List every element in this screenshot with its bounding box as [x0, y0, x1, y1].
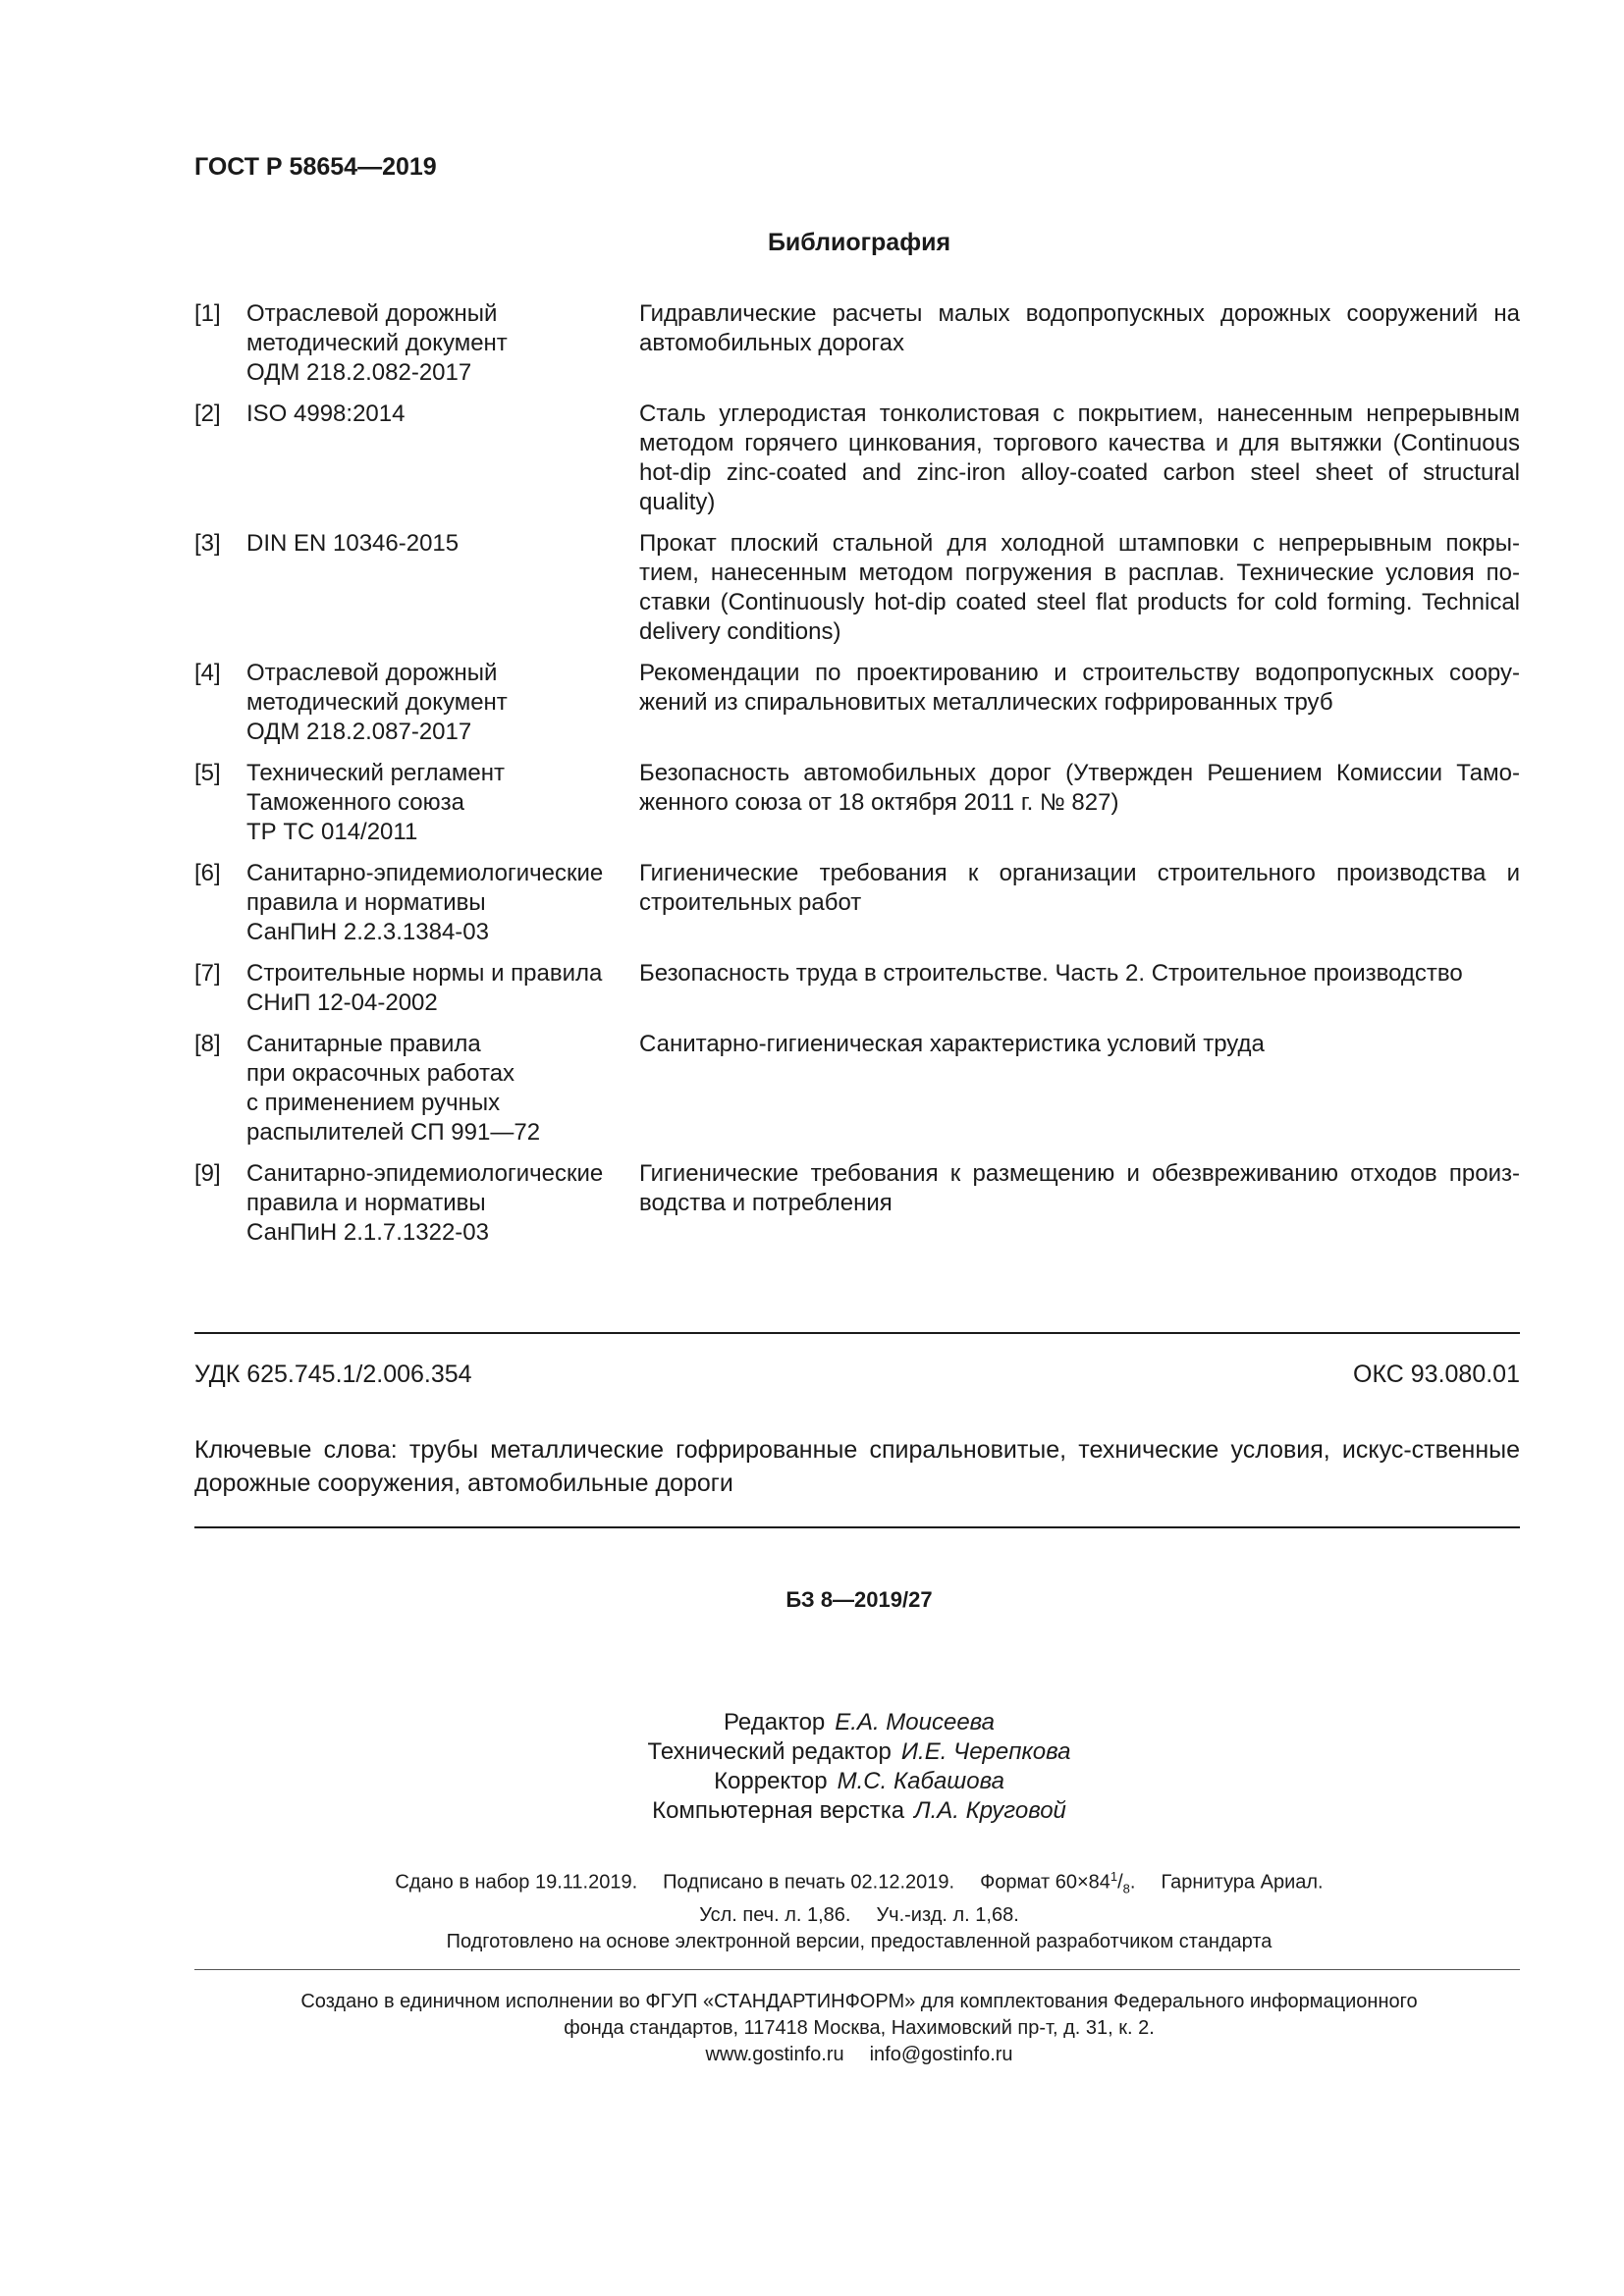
imprint-line: Подготовлено на основе электронной версии, предоставленной разработчиком стандарта: [446, 1930, 1272, 1952]
website-link[interactable]: www.gostinfo.ru: [705, 2044, 844, 2065]
entry-number: [2]: [194, 400, 221, 427]
entry-number: [4]: [194, 660, 221, 686]
entry-source: Санитарные правила при окрасочных работах с применением ручных распылителей СП 991—72: [246, 1031, 541, 1146]
udk-code: УДК 625.745.1/2.006.354: [194, 1361, 472, 1388]
entry-number: [7]: [194, 960, 221, 987]
entry-title: Безопасность труда в строительстве. Часть 2. Строительное производство: [639, 960, 1463, 987]
entry-source: Отраслевой дорожный методический документ ОДМ 218.2.087-2017: [246, 660, 508, 745]
publisher-info: Создано в единичном исполнении во ФГУП «СТАНДАРТИНФОРМ» для комплектования Федерального информационного фонда стандартов, 117418 Москва, Нахимовский пр-т, д. 31, к. 2. www.gostinfo.ru info@gostinfo.ru: [300, 1991, 1418, 2065]
credit-line: Редактор Е.А. Моисеева: [723, 1709, 996, 1735]
bibliography-entry: [194, 759, 1520, 847]
imprint: [0, 1863, 1624, 1955]
entry-title: Прокат плоский стальной для холодной штамповки с непрерывным покры-тием, нанесенным методом погружения в расплав. Технические условия по-ставки (Continuously hot-dip coated steel flat products for cold forming. Technical delivery conditions): [639, 530, 1520, 645]
credit-line: Технический редактор И.Е. Черепкова: [647, 1738, 1071, 1765]
bibliography-entry: [194, 859, 1520, 947]
bibliography-title: Библиография: [767, 229, 951, 256]
email-link[interactable]: info@gostinfo.ru: [869, 2044, 1013, 2065]
entry-source: Санитарно-эпидемиологические правила и нормативы СанПиН 2.1.7.1322-03: [246, 1160, 604, 1246]
entry-source: Санитарно-эпидемиологические правила и нормативы СанПиН 2.2.3.1384-03: [246, 860, 604, 945]
entry-title: Гидравлические расчеты малых водопропускных дорожных сооружений на автомобильных дорогах: [639, 300, 1520, 356]
entry-title: Сталь углеродистая тонколистовая с покрытием, нанесенным непрерывным методом горячего цинкования, торгового качества и для вытяжки (Continuous hot-dip zinc-coated and zinc-iron alloy-coated carbon steel sheet of structural quality): [639, 400, 1520, 515]
entry-number: [8]: [194, 1031, 221, 1057]
credits: [0, 1708, 1624, 1826]
entry-number: [1]: [194, 300, 221, 327]
entry-title: Санитарно-гигиеническая характеристика условий труда: [639, 1031, 1265, 1057]
entry-number: [6]: [194, 860, 221, 886]
keywords: Ключевые слова: трубы металлические гофрированные спиральновитые, технические условия, искус-ственные дорожные сооружения, автомобильные дороги: [194, 1436, 1520, 1497]
bibliography-entry: [194, 299, 1520, 388]
entry-source: DIN EN 10346-2015: [246, 530, 460, 557]
entry-title: Рекомендации по проектированию и строительству водопропускных соору-жений из спиральновитых металлических гофрированных труб: [639, 660, 1520, 716]
entry-source: Строительные нормы и правила СНиП 12-04-2002: [246, 960, 603, 1016]
divider: [194, 1526, 1520, 1528]
imprint-line: Сдано в набор 19.11.2019. Подписано в печать 02.12.2019. Формат $60\times 84^1/_8$. Гарнитура Ариал.: [395, 1869, 1324, 1896]
entry-title: Гигиенические требования к организации строительного производства и строительных работ: [639, 860, 1520, 916]
entry-title: Безопасность автомобильных дорог (Утвержден Решением Комиссии Тамо-женного союза от 18 октября 2011 г. № 827): [639, 760, 1520, 816]
bibliography-entry: [194, 400, 1520, 517]
entry-title: Гигиенические требования к размещению и обезвреживанию отходов произ-водства и потребления: [639, 1160, 1520, 1216]
bibliography-list: [194, 299, 1520, 1259]
entry-number: [5]: [194, 760, 221, 786]
bibliography-entry: [194, 659, 1520, 747]
bibliography-entry: [194, 529, 1520, 647]
bibliography-entry: [194, 1030, 1520, 1148]
entry-source: Технический регламент Таможенного союза ТР ТС 014/2011: [246, 760, 505, 845]
bz-number: БЗ 8—2019/27: [785, 1587, 933, 1612]
bibliography-entry: [194, 1159, 1520, 1248]
imprint-line: Усл. печ. л. 1,86. Уч.-изд. л. 1,68.: [699, 1903, 1019, 1926]
entry-source: Отраслевой дорожный методический документ ОДМ 218.2.082-2017: [246, 300, 508, 386]
credit-line: Компьютерная верстка Л.А. Круговой: [652, 1797, 1066, 1824]
divider: [194, 1332, 1520, 1334]
divider: [194, 1969, 1520, 1970]
oks-code: ОКС 93.080.01: [1353, 1361, 1520, 1388]
credit-line: Корректор М.С. Кабашова: [714, 1768, 1004, 1794]
bibliography-entry: [194, 959, 1520, 1018]
document-code: ГОСТ Р 58654—2019: [194, 153, 437, 181]
entry-source: ISO 4998:2014: [246, 400, 406, 427]
entry-number: [9]: [194, 1160, 221, 1187]
entry-number: [3]: [194, 530, 221, 557]
